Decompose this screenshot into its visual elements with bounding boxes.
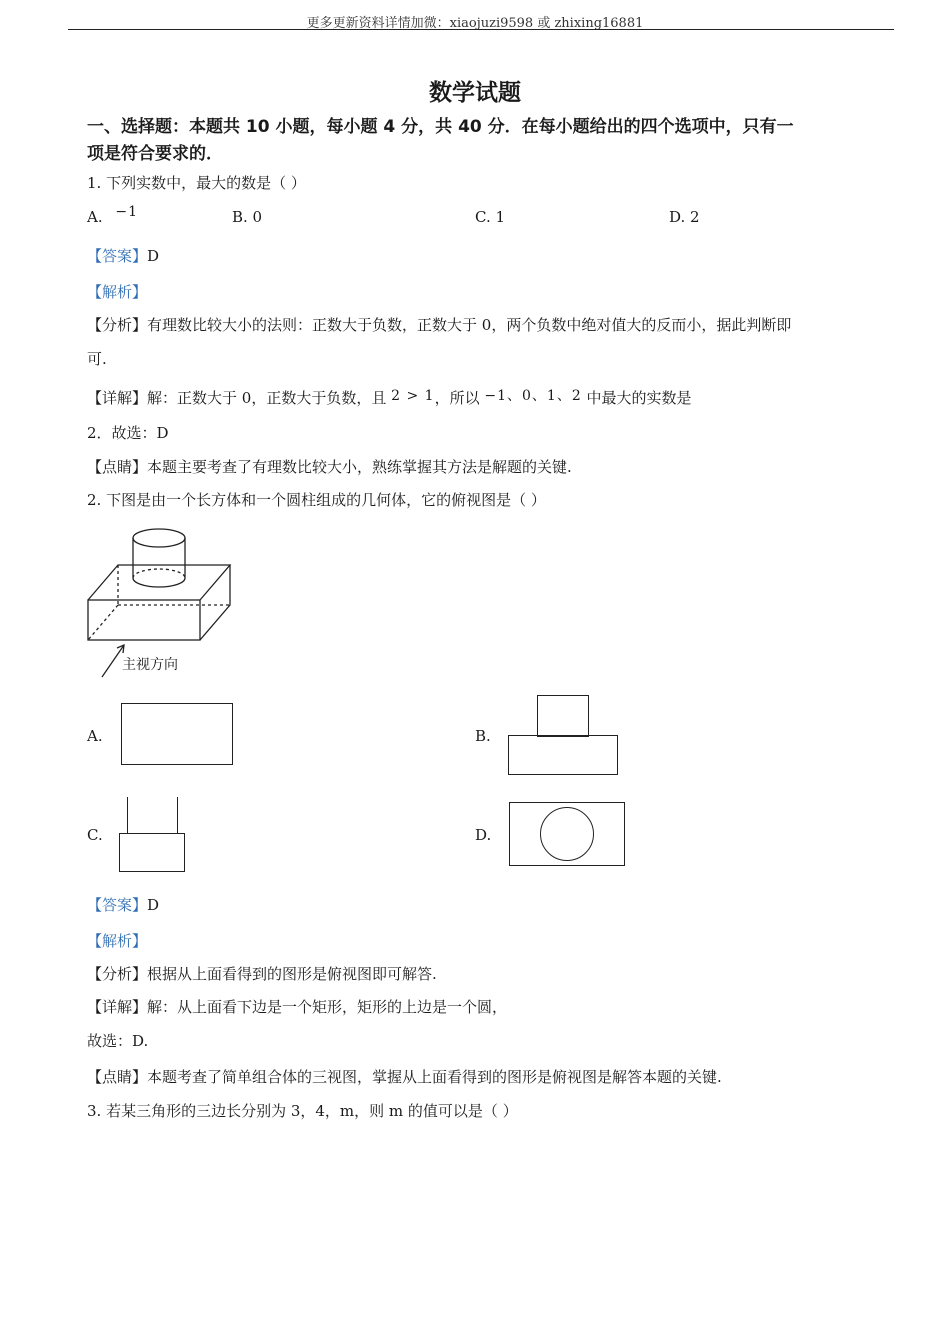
q1-fenxi-tag: 【分析】 [87,316,148,334]
box-right-face [200,565,230,640]
q1-fenxi-line2: 可. [87,350,107,368]
q2-dianjing-tag: 【点睛】 [87,1068,148,1086]
q1-fenxi-text: 有理数比较大小的法则：正数大于负数，正数大于 0，两个负数中绝对值大的反而小，据此判断即 [147,316,792,334]
q2-option-c-top-rect [127,797,178,834]
q1-option-a-label: A. [87,208,103,226]
q1-stem: 1. 下列实数中，最大的数是（ ） [87,174,306,192]
q1-analysis-tag: 【解析】 [87,283,148,301]
q1-answer [87,245,159,266]
cylinder-bottom-back [133,569,185,578]
q2-analysis-tag: 【解析】 [87,932,148,950]
q1-option-c: C. 1 [475,208,506,226]
header-divider [68,29,894,30]
q1-option-b: B. 0 [232,208,263,226]
q2-detail [87,996,507,1017]
q2-detail-tag: 【详解】 [87,998,148,1016]
q2-option-d-circle [540,807,594,861]
q2-dianjing-text: 本题考查了简单组合体的三视图，掌握从上面看得到的图形是俯视图是解答本题的关键. [147,1068,722,1086]
q2-detail-text: 解：从上面看下边是一个矩形，矩形的上边是一个圆， [147,998,508,1016]
q1-detail-line1 [87,387,692,408]
q2-option-a-label: A. [87,727,103,745]
q1-detail-text-c: 中最大的实数是 [586,389,692,407]
q1-option-a-value: −1 [115,204,139,220]
q3-stem: 3. 若某三角形的三边长分别为 3，4，m，则 m 的值可以是（ ） [87,1102,518,1120]
q1-detail-math1: 2 > 1 [391,388,435,404]
q2-option-d-label: D. [475,826,492,844]
q2-option-b-label: B. [475,727,491,745]
q2-answer-tag: 【答案】 [87,896,148,914]
q2-conclusion: 故选：D. [87,1032,149,1050]
page-header: 更多更新资料详情加微：xiaojuzi9598 或 zhixing16881 [306,16,644,31]
box-top-face [88,565,230,600]
q1-dianjing [87,456,572,477]
cylinder-bottom-front [133,578,185,587]
q2-option-b-bottom-rect [508,735,618,775]
q1-detail-line2: 2．故选：D [87,424,169,442]
q1-option-d: D. 2 [669,208,700,226]
box-hidden-edges [88,565,230,640]
q2-figure-caption: 主视方向 [122,657,178,673]
page-title: 数学试题 [429,80,521,106]
q2-option-c-label: C. [87,826,103,844]
q1-answer-value: D [147,247,160,265]
q1-detail-text-a: 解：正数大于 0，正数大于负数，且 [147,389,387,407]
section-heading-line2: 项是符合要求的． [87,144,223,164]
q1-fenxi-line1 [87,314,791,335]
q2-dianjing [87,1066,722,1087]
q2-fenxi [87,963,437,984]
q1-answer-tag: 【答案】 [87,247,148,265]
q1-detail-math2: −1、0、1、2 [484,388,582,404]
section-heading-line1: 一、选择题：本题共 10 小题，每小题 4 分，共 40 分．在每小题给出的四个选项中，只有一 [87,117,794,137]
q2-answer [87,894,159,915]
q2-fenxi-tag: 【分析】 [87,965,148,983]
cylinder-top [133,529,185,547]
q1-option-a [87,204,139,226]
q1-detail-tag: 【详解】 [87,389,148,407]
q2-stem: 2. 下图是由一个长方体和一个圆柱组成的几何体，它的俯视图是（ ） [87,491,546,509]
q2-option-c-bottom-rect [119,833,185,872]
view-direction-arrow [102,645,124,677]
q2-fenxi-text: 根据从上面看得到的图形是俯视图即可解答. [147,965,437,983]
q2-option-a-rectangle [121,703,233,765]
q2-answer-value: D [147,896,160,914]
q1-dianjing-tag: 【点睛】 [87,458,148,476]
q1-dianjing-text: 本题主要考查了有理数比较大小，熟练掌握其方法是解题的关键. [147,458,572,476]
q1-detail-text-b: ，所以 [434,389,480,407]
q2-option-b-top-rect [537,695,589,737]
